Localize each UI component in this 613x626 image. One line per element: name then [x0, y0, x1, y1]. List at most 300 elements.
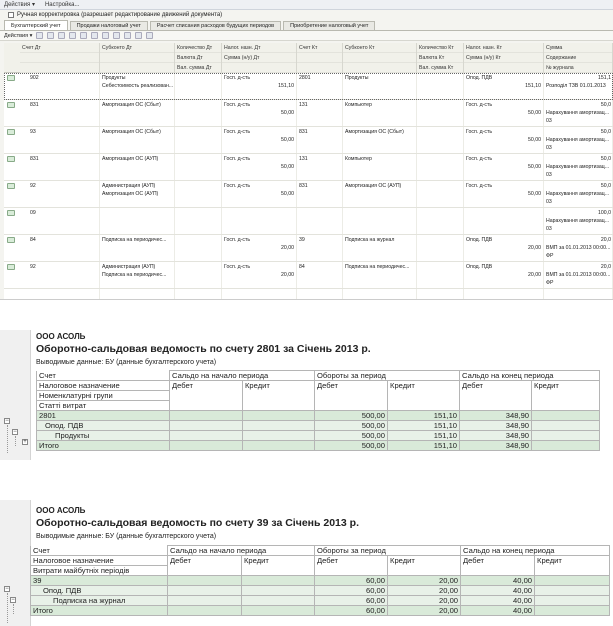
column-header[interactable] [20, 43, 100, 73]
table-cell [315, 391, 388, 401]
grid-cell [100, 163, 175, 172]
table-cell: Дебет [315, 556, 388, 566]
column-header-label: Вал. сумма Дт [175, 63, 221, 73]
collapse-icon[interactable]: − [11, 597, 15, 603]
table-cell: 500,00 [315, 441, 388, 451]
table-cell: 500,00 [315, 431, 388, 441]
column-header-label [100, 53, 174, 63]
table-cell [535, 576, 610, 586]
grid-cell: 50,00 [528, 110, 541, 116]
grid-cell: 92 [30, 183, 36, 189]
table-cell: 348,90 [460, 431, 532, 441]
grid-cell: Опод. ПДВ [466, 264, 493, 270]
organization-name: ООО АСОЛЬ [36, 332, 86, 341]
sort-asc-icon[interactable] [113, 32, 120, 39]
column-header-label: Счет Дт [20, 43, 99, 53]
table-cell: 20,00 [388, 586, 461, 596]
header-row [31, 546, 610, 556]
table-cell [242, 576, 315, 586]
copy-icon[interactable] [47, 32, 54, 39]
grid-toolbar [0, 31, 613, 41]
table-cell [243, 411, 315, 421]
grid-cell: 84 [30, 237, 36, 243]
grid-cell: Опод. ПДВ [466, 237, 493, 243]
column-header-label [20, 63, 99, 73]
grid-cell: Подписка на периодичес... [345, 264, 410, 270]
column-header-label: Налог. назн. Дт [222, 43, 296, 53]
grid-cell [100, 136, 175, 145]
table-cell: 348,90 [460, 441, 532, 451]
grid-cell: Компьютер [345, 156, 372, 162]
journal-window [0, 0, 613, 300]
grid-cell: Нарахування амортизац... [546, 137, 610, 143]
grid-cell: Госп. д-сть [224, 237, 251, 243]
grid-cell: 84 [299, 264, 305, 270]
manual-correction-label: Ручная корректировка (разрешает редактирование движений документа) [17, 12, 223, 18]
toolbar-actions-menu[interactable]: Действия ▾ [4, 32, 33, 39]
grid-cell: Продукты [345, 75, 369, 81]
grid-cell: Розподіл ТЗВ 01.01.2013 [546, 83, 606, 89]
table-cell [388, 391, 460, 401]
edit-icon[interactable] [58, 32, 65, 39]
grid-header [4, 43, 613, 73]
table-cell: Итого [31, 606, 168, 616]
header-row [37, 381, 600, 391]
table-cell [535, 566, 610, 576]
table-cell: Кредит [388, 556, 461, 566]
entry-icon [7, 102, 15, 108]
grid-cell [100, 109, 175, 118]
entries-grid [4, 43, 613, 300]
table-cell [242, 606, 315, 616]
table-cell: 348,90 [460, 411, 532, 421]
table-cell [242, 586, 315, 596]
menu-settings[interactable]: Настройка... [44, 1, 80, 8]
collapse-icon[interactable]: − [5, 586, 9, 592]
table-cell [315, 401, 388, 411]
grid-cell: 50,00 [528, 137, 541, 143]
header-row [31, 566, 610, 576]
table-cell: 500,00 [315, 421, 388, 431]
grid-cell: 151,1 [598, 75, 611, 81]
grid-cell: 831 [299, 183, 308, 189]
report-params: Выводимые данные: БУ (данные бухгалтерского учета) [36, 359, 217, 366]
column-header-label: Количество Дт [175, 43, 221, 53]
tab-bar [0, 20, 613, 31]
table-row[interactable] [37, 431, 600, 441]
column-header-label: Вал. сумма Кт [417, 63, 463, 73]
table-cell: Счет [31, 546, 168, 556]
entry-icon [7, 264, 15, 270]
table-cell: Опод. ПДВ [31, 586, 168, 596]
column-header-label: Количество Кт [417, 43, 463, 53]
grid-cell: Госп. д-сть [224, 156, 251, 162]
grid-cell: Госп. д-сть [466, 183, 493, 189]
grid-cell: 902 [30, 75, 39, 81]
table-cell [532, 411, 600, 421]
header-row [37, 401, 600, 411]
report-table [30, 545, 610, 616]
table-row[interactable] [4, 262, 613, 289]
grid-cell: ВМП за 01.01.2013 00:00... [546, 272, 611, 278]
column-header-label [297, 63, 342, 73]
grid-cell: Амортизация ОС (АУП) [345, 183, 402, 189]
grid-cell: 20,00 [528, 272, 541, 278]
grid-cell: Госп. д-сть [224, 102, 251, 108]
tree-line [7, 593, 8, 623]
table-cell: Обороты за период [315, 546, 461, 556]
table-cell [242, 566, 315, 576]
end-edit-icon[interactable] [80, 32, 87, 39]
table-cell: 151,10 [388, 411, 460, 421]
column-header[interactable] [464, 43, 544, 73]
report-params: Выводимые данные: БУ (данные бухгалтерского учета) [36, 533, 217, 540]
table-cell [532, 441, 600, 451]
grid-cell: Амортизация ОС (Сбыт) [102, 129, 161, 135]
grid-cell: 03 [546, 199, 552, 205]
tab-purchase-tax[interactable]: Приобретение налоговый учет [283, 21, 375, 30]
report-title: Оборотно-сальдовая ведомость по счету 39 за Січень 2013 р. [36, 517, 359, 529]
report-39 [0, 500, 613, 626]
entry-icon [7, 156, 15, 162]
grid-cell: Нарахування амортизац... [546, 218, 610, 224]
table-cell: 39 [31, 576, 168, 586]
grid-cell [297, 209, 343, 218]
table-cell: Кредит [535, 556, 610, 566]
grid-cell: Нарахування амортизац... [546, 110, 610, 116]
column-header-label: Сумма (н/у) Дт [222, 53, 296, 63]
grid-cell: 50,00 [281, 164, 294, 170]
delete-icon[interactable] [69, 32, 76, 39]
grid-cell: 2801 [299, 75, 311, 81]
tree-line [13, 604, 14, 614]
move-up-icon[interactable] [91, 32, 98, 39]
table-cell: Сальдо на конец периода [460, 371, 600, 381]
grid-cell: Подписка на периодичес... [102, 237, 167, 243]
report-2801 [0, 330, 613, 460]
table-cell [460, 391, 532, 401]
column-header-label: Сумма (н/у) Кт [464, 53, 543, 63]
grid-cell: 50,0 [600, 102, 611, 108]
table-cell: Подписка на журнал [31, 596, 168, 606]
dropdown-icon[interactable] [146, 32, 153, 39]
table-cell: Дебет [168, 556, 242, 566]
column-header[interactable] [175, 43, 222, 73]
table-cell: 60,00 [315, 586, 388, 596]
grid-cell: 03 [546, 118, 552, 124]
table-cell: Сальдо на начало периода [170, 371, 315, 381]
tab-sales-tax[interactable]: Продажи налоговый учет [70, 21, 148, 30]
column-header-label: Сумма [544, 43, 612, 53]
table-cell [243, 441, 315, 451]
table-cell [243, 431, 315, 441]
report-table [36, 370, 600, 451]
grid-cell: 131 [299, 102, 308, 108]
table-cell [461, 566, 535, 576]
grid-cell: 09 [30, 210, 36, 216]
grid-cell: Амортизация ОС (Сбыт) [345, 129, 404, 135]
grid-cell: Продукты [102, 75, 126, 81]
grid-cell: 831 [299, 129, 308, 135]
grid-cell: Администрация (АУП) [102, 183, 156, 189]
entry-icon [7, 75, 15, 81]
tab-deferred-expenses[interactable]: Расчет списания расходов будущих периодов [150, 21, 281, 30]
organization-name: ООО АСОЛЬ [36, 506, 86, 515]
grid-cell: Амортизация ОС (АУП) [102, 156, 159, 162]
grid-cell: Администрация (АУП) [102, 264, 156, 270]
table-row[interactable] [4, 127, 613, 154]
entry-icon [7, 237, 15, 243]
grid-cell: Госп. д-сть [466, 129, 493, 135]
column-header[interactable] [297, 43, 343, 73]
table-cell: 20,00 [388, 606, 461, 616]
column-header-label [464, 63, 543, 73]
table-cell: Кредит [242, 556, 315, 566]
table-row[interactable] [37, 441, 600, 451]
column-header-label [297, 53, 342, 63]
table-cell [168, 576, 242, 586]
table-cell [170, 441, 243, 451]
grid-cell: Госп. д-сть [224, 264, 251, 270]
column-header[interactable] [343, 43, 417, 73]
grid-cell: 50,00 [281, 110, 294, 116]
table-cell: Кредит [532, 381, 600, 391]
table-cell [532, 431, 600, 441]
column-header-label [222, 63, 296, 73]
grid-cell: Себестоимость реализован... [102, 83, 174, 89]
grid-cell: Опод. ПДВ [466, 75, 493, 81]
column-header-label: Налог. назн. Кт [464, 43, 543, 53]
table-row[interactable] [31, 596, 610, 606]
table-cell [532, 401, 600, 411]
table-row[interactable] [4, 235, 613, 262]
table-cell: Дебет [170, 381, 243, 391]
grid-cell [100, 217, 175, 226]
grid-cell: Нарахування амортизац... [546, 191, 610, 197]
refresh-icon[interactable] [135, 32, 142, 39]
table-cell: Дебет [461, 556, 535, 566]
report-left-gutter [0, 500, 31, 626]
tab-accounting[interactable]: Бухгалтерский учет [4, 20, 68, 30]
table-cell: 2801 [37, 411, 170, 421]
table-cell: 60,00 [315, 576, 388, 586]
column-header-label: Счет Кт [297, 43, 342, 53]
manual-correction-row [0, 10, 613, 20]
table-cell [170, 411, 243, 421]
grid-cell: 20,0 [600, 264, 611, 270]
table-cell: Сальдо на конец периода [461, 546, 610, 556]
grid-cell: 20,00 [281, 245, 294, 251]
grid-cell: 831 [30, 102, 39, 108]
grid-cell: Госп. д-сть [224, 183, 251, 189]
grid-cell: Госп. д-сть [224, 129, 251, 135]
grid-cell: 50,0 [600, 129, 611, 135]
table-cell [535, 596, 610, 606]
grid-cell: Госп. д-сть [466, 102, 493, 108]
table-cell: Дебет [315, 381, 388, 391]
table-cell [388, 401, 460, 411]
tree-line [15, 436, 16, 446]
table-cell: Витрати майбутніх періодів [31, 566, 168, 576]
column-header-label [343, 53, 416, 63]
table-cell [170, 431, 243, 441]
grid-cell: 20,00 [281, 272, 294, 278]
grid-cell: 20,00 [528, 245, 541, 251]
table-cell: Итого [37, 441, 170, 451]
grid-cell: Подписка на периодичес... [102, 272, 167, 278]
grid-cell: 03 [546, 172, 552, 178]
table-row[interactable] [4, 208, 613, 235]
table-cell: Налоговое назначение [31, 556, 168, 566]
grid-cell: 50,0 [600, 183, 611, 189]
grid-cell: 92 [30, 264, 36, 270]
grid-cell: 50,00 [528, 164, 541, 170]
menu-actions[interactable]: Действия ▾ [4, 2, 35, 8]
entry-icon [7, 210, 15, 216]
table-cell [243, 391, 315, 401]
table-cell [168, 606, 242, 616]
table-cell [168, 566, 242, 576]
table-cell: Сальдо на начало периода [168, 546, 315, 556]
grid-cell: ФР [546, 280, 554, 286]
table-cell [535, 586, 610, 596]
table-row[interactable] [31, 586, 610, 596]
table-cell: 151,10 [388, 431, 460, 441]
tree-line [7, 425, 8, 453]
table-row[interactable] [31, 606, 610, 616]
expand-icon[interactable]: + [23, 439, 27, 445]
table-cell [170, 421, 243, 431]
column-header-label [343, 63, 416, 73]
header-row [37, 391, 600, 401]
table-cell: Налоговое назначение [37, 381, 170, 391]
header-row [31, 556, 610, 566]
table-cell [242, 596, 315, 606]
grid-cell: Амортизация ОС (АУП) [102, 191, 159, 197]
table-cell: 20,00 [388, 596, 461, 606]
table-cell: 40,00 [461, 576, 535, 586]
column-header[interactable] [100, 43, 175, 73]
grid-cell: 50,00 [528, 191, 541, 197]
table-cell: Обороты за период [315, 371, 460, 381]
add-icon[interactable] [36, 32, 43, 39]
column-header-label: Субконто Дт [100, 43, 174, 53]
menu-bar [0, 0, 613, 10]
grid-cell: ФР [546, 253, 554, 259]
move-down-icon[interactable] [102, 32, 109, 39]
grid-cell: 50,00 [281, 137, 294, 143]
table-cell: 20,00 [388, 576, 461, 586]
grid-cell: Нарахування амортизац... [546, 164, 610, 170]
table-cell: Номенклатурні групи [37, 391, 170, 401]
table-row[interactable] [4, 181, 613, 208]
column-header-label: Валюта Дт [175, 53, 221, 63]
grid-cell: 50,00 [281, 191, 294, 197]
table-cell [460, 401, 532, 411]
grid-cell [544, 90, 613, 99]
column-header[interactable] [544, 43, 613, 73]
grid-cell [343, 209, 417, 218]
grid-cell: Госп. д-сть [224, 75, 251, 81]
table-cell: Кредит [388, 381, 460, 391]
table-cell: 151,10 [388, 441, 460, 451]
grid-cell: 50,0 [600, 156, 611, 162]
column-header-label [20, 53, 99, 63]
table-cell: 500,00 [315, 411, 388, 421]
table-row[interactable] [37, 421, 600, 431]
table-cell: Продукты [37, 431, 170, 441]
column-header-label: Субконто Кт [343, 43, 416, 53]
table-cell: 40,00 [461, 606, 535, 616]
grid-cell: 100,0 [598, 210, 611, 216]
grid-cell: 131 [299, 156, 308, 162]
column-header-label: Содержание [544, 53, 612, 63]
table-cell [168, 596, 242, 606]
grid-cell: Подписка на журнал [345, 237, 395, 243]
column-header-label: № журнала [544, 63, 612, 73]
table-row[interactable] [37, 411, 600, 421]
grid-cell: ВМП за 01.01.2013 00:00... [546, 245, 611, 251]
table-row[interactable] [4, 100, 613, 127]
table-cell [243, 421, 315, 431]
grid-cell: Госп. д-сть [466, 156, 493, 162]
grid-cell [100, 244, 175, 253]
grid-cell: 20,0 [600, 237, 611, 243]
grid-cell [464, 217, 543, 226]
table-row[interactable] [4, 73, 613, 100]
entry-icon [7, 183, 15, 189]
table-cell: 60,00 [315, 596, 388, 606]
grid-cell: 03 [546, 145, 552, 151]
table-cell: Статті витрат [37, 401, 170, 411]
column-header[interactable] [222, 43, 297, 73]
grid-cell [222, 217, 296, 226]
table-cell [535, 606, 610, 616]
collapse-icon[interactable]: − [5, 418, 9, 424]
grid-cell: 831 [30, 156, 39, 162]
column-header-label: Валюта Кт [417, 53, 463, 63]
table-cell: 151,10 [388, 421, 460, 431]
column-header-label [100, 63, 174, 73]
grid-cell: 93 [30, 129, 36, 135]
table-cell: 60,00 [315, 606, 388, 616]
entry-icon [7, 129, 15, 135]
table-cell [168, 586, 242, 596]
grid-cell: 03 [546, 226, 552, 232]
table-cell [532, 421, 600, 431]
table-cell [315, 566, 388, 576]
grid-cell: Компьютер [345, 102, 372, 108]
column-header[interactable] [417, 43, 464, 73]
table-row[interactable] [4, 154, 613, 181]
header-row [37, 371, 600, 381]
table-cell [243, 401, 315, 411]
table-cell: Счет [37, 371, 170, 381]
report-title: Оборотно-сальдовая ведомость по счету 2801 за Січень 2013 р. [36, 343, 371, 355]
table-row[interactable] [31, 576, 610, 586]
table-cell: 40,00 [461, 586, 535, 596]
table-cell: Кредит [243, 381, 315, 391]
table-cell [170, 391, 243, 401]
table-cell: Дебет [460, 381, 532, 391]
manual-correction-checkbox[interactable] [8, 12, 14, 18]
sort-desc-icon[interactable] [124, 32, 131, 39]
table-cell: 40,00 [461, 596, 535, 606]
grid-cell: Амортизация ОС (Сбыт) [102, 102, 161, 108]
collapse-icon[interactable]: − [13, 429, 17, 435]
table-cell: 348,90 [460, 421, 532, 431]
grid-cell: 151,10 [278, 83, 294, 89]
